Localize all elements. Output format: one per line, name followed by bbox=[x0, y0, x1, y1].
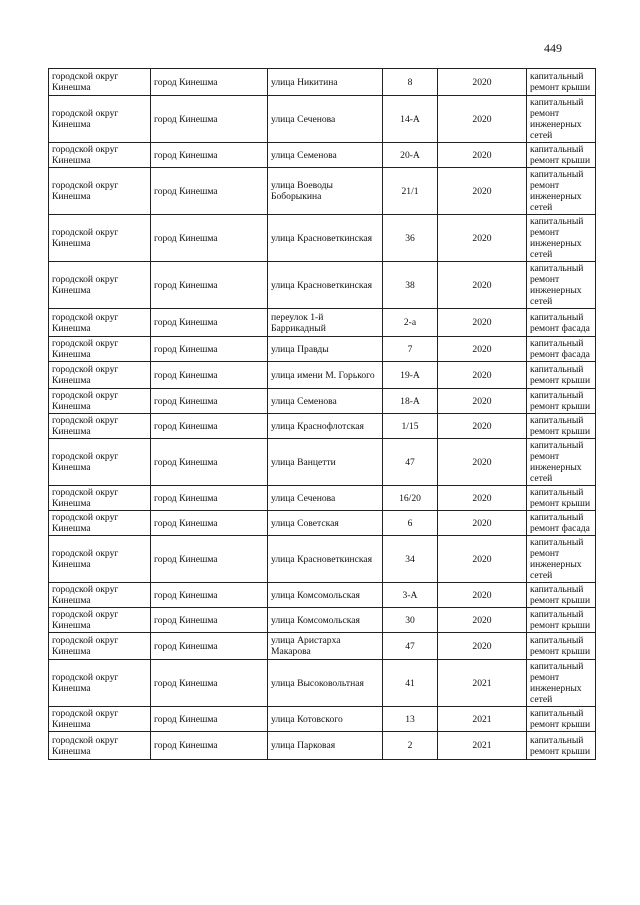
house-number-cell: 3-А bbox=[383, 583, 438, 608]
municipal-district-cell: городской округ Кинешма bbox=[49, 337, 151, 362]
street-cell: улица Краснофлотская bbox=[268, 414, 383, 439]
street-cell: улица Правды bbox=[268, 337, 383, 362]
municipal-district-cell: городской округ Кинешма bbox=[49, 414, 151, 439]
work-type-cell: капитальный ремонт крыши bbox=[527, 414, 596, 439]
work-type-cell: капитальный ремонт крыши bbox=[527, 583, 596, 608]
registry-body bbox=[49, 69, 596, 760]
street-cell: улица Комсомольская bbox=[268, 608, 383, 633]
house-number-cell: 34 bbox=[383, 536, 438, 583]
table-row bbox=[49, 262, 596, 309]
city-cell: город Кинешма bbox=[151, 309, 268, 337]
table-row bbox=[49, 439, 596, 486]
house-number-cell: 8 bbox=[383, 69, 438, 96]
city-cell: город Кинешма bbox=[151, 732, 268, 760]
municipal-district-cell: городской округ Кинешма bbox=[49, 439, 151, 486]
municipal-district-cell: городской округ Кинешма bbox=[49, 96, 151, 143]
municipal-district-cell: городской округ Кинешма bbox=[49, 583, 151, 608]
street-cell: улица Красноветкинская bbox=[268, 262, 383, 309]
municipal-district-cell: городской округ Кинешма bbox=[49, 215, 151, 262]
table-row bbox=[49, 143, 596, 168]
year-cell: 2020 bbox=[438, 439, 527, 486]
street-cell: улица Семенова bbox=[268, 143, 383, 168]
table-row bbox=[49, 583, 596, 608]
year-cell: 2020 bbox=[438, 608, 527, 633]
work-type-cell: капитальный ремонт инженерных сетей bbox=[527, 660, 596, 707]
house-number-cell: 16/20 bbox=[383, 486, 438, 511]
house-number-cell: 14-А bbox=[383, 96, 438, 143]
table-row bbox=[49, 215, 596, 262]
street-cell: улица Высоковольтная bbox=[268, 660, 383, 707]
work-type-cell: капитальный ремонт крыши bbox=[527, 143, 596, 168]
municipal-district-cell: городской округ Кинешма bbox=[49, 633, 151, 660]
table-row bbox=[49, 707, 596, 732]
municipal-district-cell: городской округ Кинешма bbox=[49, 660, 151, 707]
table-row bbox=[49, 389, 596, 414]
work-type-cell: капитальный ремонт крыши bbox=[527, 707, 596, 732]
city-cell: город Кинешма bbox=[151, 262, 268, 309]
year-cell: 2021 bbox=[438, 707, 527, 732]
house-number-cell: 21/1 bbox=[383, 168, 438, 215]
house-number-cell: 1/15 bbox=[383, 414, 438, 439]
city-cell: город Кинешма bbox=[151, 486, 268, 511]
year-cell: 2020 bbox=[438, 414, 527, 439]
house-number-cell: 36 bbox=[383, 215, 438, 262]
repair-registry-table bbox=[48, 68, 596, 760]
city-cell: город Кинешма bbox=[151, 69, 268, 96]
city-cell: город Кинешма bbox=[151, 215, 268, 262]
work-type-cell: капитальный ремонт фасада bbox=[527, 309, 596, 337]
table-row bbox=[49, 536, 596, 583]
city-cell: город Кинешма bbox=[151, 389, 268, 414]
table-row bbox=[49, 633, 596, 660]
work-type-cell: капитальный ремонт крыши bbox=[527, 633, 596, 660]
work-type-cell: капитальный ремонт крыши bbox=[527, 389, 596, 414]
year-cell: 2020 bbox=[438, 583, 527, 608]
year-cell: 2020 bbox=[438, 143, 527, 168]
city-cell: город Кинешма bbox=[151, 608, 268, 633]
city-cell: город Кинешма bbox=[151, 439, 268, 486]
municipal-district-cell: городской округ Кинешма bbox=[49, 362, 151, 389]
street-cell: улица Семенова bbox=[268, 389, 383, 414]
year-cell: 2020 bbox=[438, 96, 527, 143]
street-cell: улица Сеченова bbox=[268, 486, 383, 511]
year-cell: 2020 bbox=[438, 362, 527, 389]
year-cell: 2020 bbox=[438, 168, 527, 215]
house-number-cell: 47 bbox=[383, 439, 438, 486]
house-number-cell: 2 bbox=[383, 732, 438, 760]
municipal-district-cell: городской округ Кинешма bbox=[49, 608, 151, 633]
work-type-cell: капитальный ремонт крыши bbox=[527, 608, 596, 633]
year-cell: 2020 bbox=[438, 511, 527, 536]
work-type-cell: капитальный ремонт инженерных сетей bbox=[527, 96, 596, 143]
street-cell: улица Советская bbox=[268, 511, 383, 536]
municipal-district-cell: городской округ Кинешма bbox=[49, 143, 151, 168]
work-type-cell: капитальный ремонт инженерных сетей bbox=[527, 168, 596, 215]
street-cell: переулок 1-й Баррикадный bbox=[268, 309, 383, 337]
table-row bbox=[49, 362, 596, 389]
work-type-cell: капитальный ремонт крыши bbox=[527, 732, 596, 760]
municipal-district-cell: городской округ Кинешма bbox=[49, 536, 151, 583]
city-cell: город Кинешма bbox=[151, 583, 268, 608]
year-cell: 2020 bbox=[438, 215, 527, 262]
year-cell: 2020 bbox=[438, 633, 527, 660]
year-cell: 2020 bbox=[438, 309, 527, 337]
page-number: 449 bbox=[544, 41, 562, 55]
house-number-cell: 2-а bbox=[383, 309, 438, 337]
street-cell: улица Ванцетти bbox=[268, 439, 383, 486]
street-cell: улица Никитина bbox=[268, 69, 383, 96]
work-type-cell: капитальный ремонт фасада bbox=[527, 511, 596, 536]
city-cell: город Кинешма bbox=[151, 168, 268, 215]
house-number-cell: 18-А bbox=[383, 389, 438, 414]
house-number-cell: 41 bbox=[383, 660, 438, 707]
house-number-cell: 7 bbox=[383, 337, 438, 362]
house-number-cell: 13 bbox=[383, 707, 438, 732]
city-cell: город Кинешма bbox=[151, 96, 268, 143]
city-cell: город Кинешма bbox=[151, 337, 268, 362]
work-type-cell: капитальный ремонт инженерных сетей bbox=[527, 262, 596, 309]
work-type-cell: капитальный ремонт фасада bbox=[527, 337, 596, 362]
street-cell: улица Аристарха Макарова bbox=[268, 633, 383, 660]
table-row bbox=[49, 511, 596, 536]
street-cell: улица Комсомольская bbox=[268, 583, 383, 608]
work-type-cell: капитальный ремонт инженерных сетей bbox=[527, 439, 596, 486]
table-row bbox=[49, 96, 596, 143]
street-cell: улица Парковая bbox=[268, 732, 383, 760]
street-cell: улица имени М. Горького bbox=[268, 362, 383, 389]
municipal-district-cell: городской округ Кинешма bbox=[49, 486, 151, 511]
table-row bbox=[49, 486, 596, 511]
municipal-district-cell: городской округ Кинешма bbox=[49, 262, 151, 309]
house-number-cell: 38 bbox=[383, 262, 438, 309]
table-row bbox=[49, 608, 596, 633]
city-cell: город Кинешма bbox=[151, 633, 268, 660]
street-cell: улица Сеченова bbox=[268, 96, 383, 143]
city-cell: город Кинешма bbox=[151, 143, 268, 168]
year-cell: 2020 bbox=[438, 337, 527, 362]
table-row bbox=[49, 337, 596, 362]
street-cell: улица Воеводы Боборыкина bbox=[268, 168, 383, 215]
table-row bbox=[49, 414, 596, 439]
city-cell: город Кинешма bbox=[151, 660, 268, 707]
city-cell: город Кинешма bbox=[151, 362, 268, 389]
street-cell: улица Котовского bbox=[268, 707, 383, 732]
year-cell: 2020 bbox=[438, 389, 527, 414]
municipal-district-cell: городской округ Кинешма bbox=[49, 309, 151, 337]
year-cell: 2021 bbox=[438, 660, 527, 707]
house-number-cell: 20-А bbox=[383, 143, 438, 168]
year-cell: 2020 bbox=[438, 536, 527, 583]
municipal-district-cell: городской округ Кинешма bbox=[49, 511, 151, 536]
municipal-district-cell: городской округ Кинешма bbox=[49, 69, 151, 96]
house-number-cell: 6 bbox=[383, 511, 438, 536]
house-number-cell: 19-А bbox=[383, 362, 438, 389]
city-cell: город Кинешма bbox=[151, 536, 268, 583]
city-cell: город Кинешма bbox=[151, 707, 268, 732]
table-row bbox=[49, 168, 596, 215]
city-cell: город Кинешма bbox=[151, 511, 268, 536]
house-number-cell: 30 bbox=[383, 608, 438, 633]
work-type-cell: капитальный ремонт крыши bbox=[527, 362, 596, 389]
year-cell: 2020 bbox=[438, 262, 527, 309]
house-number-cell: 47 bbox=[383, 633, 438, 660]
work-type-cell: капитальный ремонт крыши bbox=[527, 69, 596, 96]
year-cell: 2020 bbox=[438, 486, 527, 511]
municipal-district-cell: городской округ Кинешма bbox=[49, 707, 151, 732]
street-cell: улица Красноветкинская bbox=[268, 536, 383, 583]
work-type-cell: капитальный ремонт инженерных сетей bbox=[527, 536, 596, 583]
work-type-cell: капитальный ремонт крыши bbox=[527, 486, 596, 511]
work-type-cell: капитальный ремонт инженерных сетей bbox=[527, 215, 596, 262]
table-row bbox=[49, 309, 596, 337]
municipal-district-cell: городской округ Кинешма bbox=[49, 389, 151, 414]
year-cell: 2020 bbox=[438, 69, 527, 96]
year-cell: 2021 bbox=[438, 732, 527, 760]
municipal-district-cell: городской округ Кинешма bbox=[49, 732, 151, 760]
table-row bbox=[49, 732, 596, 760]
street-cell: улица Красноветкинская bbox=[268, 215, 383, 262]
municipal-district-cell: городской округ Кинешма bbox=[49, 168, 151, 215]
table-row bbox=[49, 660, 596, 707]
city-cell: город Кинешма bbox=[151, 414, 268, 439]
table-row bbox=[49, 69, 596, 96]
